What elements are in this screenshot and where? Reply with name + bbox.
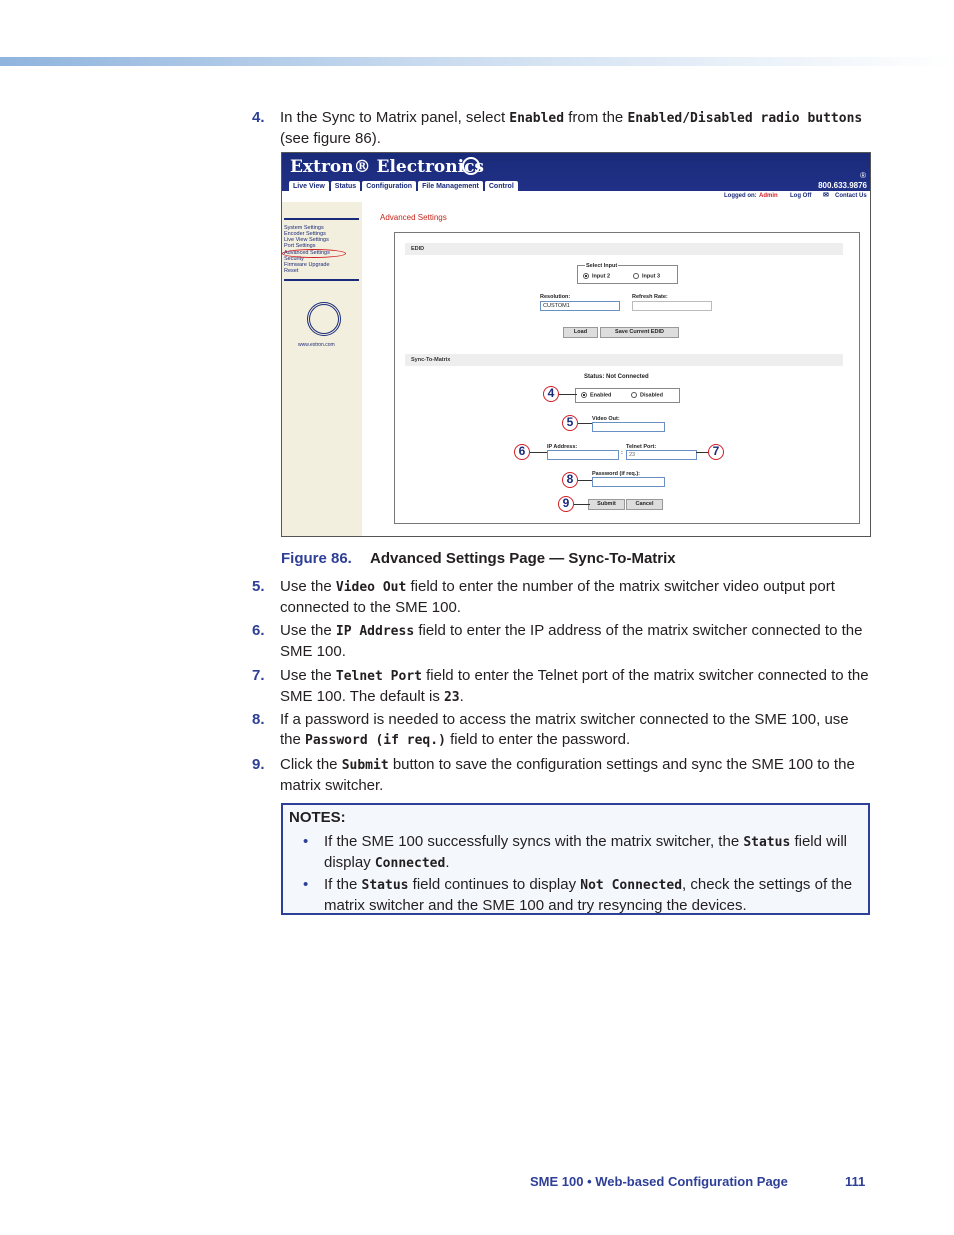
service-seal-icon (307, 302, 341, 336)
page-title: Advanced Settings (380, 213, 447, 222)
step-7 (252, 666, 872, 707)
sidebar-item-encoder-settings[interactable]: Encoder Settings (284, 231, 326, 237)
ip-address-label: IP Address: (547, 444, 578, 450)
figure-number: Figure 86. (281, 550, 352, 567)
notes-box (281, 803, 870, 915)
sidebar-item-live-view-settings[interactable]: Live View Settings (284, 237, 329, 243)
step-text: In the Sync to Matrix panel, select Enabled from the Enabled/Disabled radio buttons (see figure 86). (280, 109, 863, 147)
step-8 (252, 710, 872, 750)
step-number: 8. (252, 711, 265, 728)
phone-number: 800.633.9876 (818, 181, 867, 190)
extron-logo: Extron® Electronics (290, 157, 484, 177)
ip-port-separator: : (621, 450, 623, 456)
refresh-rate-label: Refresh Rate: (632, 294, 668, 300)
sidebar-item-security[interactable]: Security (284, 256, 304, 262)
tab-file-management[interactable]: File Management (418, 181, 483, 192)
login-bar (282, 191, 870, 202)
callout-5: 5 (562, 415, 578, 431)
submit-button[interactable]: Submit (588, 499, 625, 510)
step-text: Click the Submit button to save the configuration settings and sync the SME 100 to the matrix switcher. (280, 756, 855, 794)
save-edid-button[interactable]: Save Current EDID (600, 327, 679, 338)
figure-caption (281, 550, 676, 567)
telnet-port-label: Telnet Port: (626, 444, 657, 450)
refresh-rate-select[interactable] (632, 301, 712, 311)
radio-selected-icon (581, 392, 587, 398)
radio-disabled[interactable]: Disabled (631, 392, 663, 398)
step-number: 7. (252, 667, 265, 684)
resolution-select[interactable]: CUSTOM1 (540, 301, 620, 311)
bullet-icon: • (303, 833, 309, 850)
step-4 (252, 108, 872, 148)
callout-7: 7 (708, 444, 724, 460)
radio-input-2[interactable]: Input 2 (583, 273, 610, 279)
tab-status[interactable]: Status (331, 181, 360, 192)
video-out-input[interactable] (592, 422, 665, 432)
step-text: Use the Video Out field to enter the number of the matrix switcher video output port connected to the SME 100. (280, 578, 835, 616)
callout-8: 8 (562, 472, 578, 488)
note-text: If the Status field continues to display Not Connected, check the settings of the matrix switcher and the SME 100 and try resyncing the devices. (324, 876, 853, 914)
callout-4: 4 (543, 386, 559, 402)
tab-control[interactable]: Control (485, 181, 518, 192)
step-number: 6. (252, 622, 265, 639)
radio-input-3[interactable]: Input 3 (633, 273, 660, 279)
main-content (362, 202, 870, 537)
select-input-label: Select Input (586, 263, 618, 269)
mail-icon: ✉ (823, 192, 829, 199)
radio-selected-icon (583, 273, 589, 279)
step-number: 9. (252, 756, 265, 773)
note-text: If the SME 100 successfully syncs with the matrix switcher, the Status field will display Connected. (324, 833, 847, 871)
callout-6: 6 (514, 444, 530, 460)
sidebar-divider (284, 279, 359, 281)
telnet-port-input[interactable]: 23 (626, 450, 697, 460)
callout-leader (578, 480, 592, 481)
step-6 (252, 621, 872, 661)
load-button[interactable]: Load (563, 327, 598, 338)
edid-section-header: EDID (405, 243, 843, 255)
settings-panel (394, 232, 860, 524)
notes-title: NOTES: (289, 809, 346, 826)
contact-link[interactable]: Contact Us (835, 193, 867, 199)
callout-9: 9 (558, 496, 574, 512)
logged-on-user: Admin (759, 193, 778, 199)
cancel-button[interactable]: Cancel (626, 499, 663, 510)
step-5 (252, 577, 872, 617)
video-out-label: Video Out: (592, 416, 620, 422)
step-number: 5. (252, 578, 265, 595)
footer-title: SME 100 • Web-based Configuration Page (530, 1174, 788, 1189)
step-text: Use the Telnet Port field to enter the Telnet port of the matrix switcher connected to the SME 100. The default is 23. (280, 667, 869, 705)
sidebar-item-reset[interactable]: Reset (284, 268, 299, 274)
radio-icon (633, 273, 639, 279)
sidebar-divider (284, 218, 359, 220)
figure-screenshot (281, 152, 871, 537)
radio-enabled[interactable]: Enabled (581, 392, 611, 398)
highlight-circle (282, 249, 346, 258)
figure-title: Advanced Settings Page — Sync-To-Matrix (370, 550, 676, 567)
callout-leader (574, 504, 590, 505)
resolution-label: Resolution: (540, 294, 571, 300)
tab-live-view[interactable]: Live View (289, 181, 329, 192)
radio-icon (631, 392, 637, 398)
sidebar-item-advanced-settings[interactable]: Advanced Settings (284, 250, 330, 256)
callout-leader (530, 452, 547, 453)
password-input[interactable] (592, 477, 665, 487)
sidebar-item-system-settings[interactable]: System Settings (284, 225, 324, 231)
sync-status: Status: Not Connected (584, 374, 649, 380)
note-2 (303, 875, 853, 915)
sync-section-header: Sync-To-Matrix (405, 354, 843, 366)
note-1 (303, 832, 853, 873)
bullet-icon: • (303, 876, 309, 893)
sidebar-item-port-settings[interactable]: Port Settings (284, 243, 316, 249)
step-text: Use the IP Address field to enter the IP address of the matrix switcher connected to the SME 100. (280, 622, 863, 660)
header-gradient-bar (0, 57, 954, 66)
step-number: 4. (252, 109, 265, 126)
password-label: Password (if req.): (592, 471, 640, 477)
globe-icon (462, 157, 480, 175)
tab-configuration[interactable]: Configuration (362, 181, 416, 192)
callout-leader (559, 394, 577, 395)
website-url[interactable]: www.extron.com (298, 342, 335, 348)
callout-leader (578, 423, 592, 424)
step-text: If a password is needed to access the matrix switcher connected to the SME 100, use the Password (if req.) field to enter the password. (280, 711, 849, 748)
registered-mark: ® (860, 171, 866, 180)
ip-address-input[interactable] (547, 450, 619, 460)
page-number: 111 (845, 1174, 866, 1189)
step-9 (252, 755, 872, 795)
log-off-link[interactable]: Log Off (790, 193, 812, 199)
logged-on-label: Logged on: (724, 193, 757, 199)
sidebar-item-firmware-upgrade[interactable]: Firmware Upgrade (284, 262, 330, 268)
